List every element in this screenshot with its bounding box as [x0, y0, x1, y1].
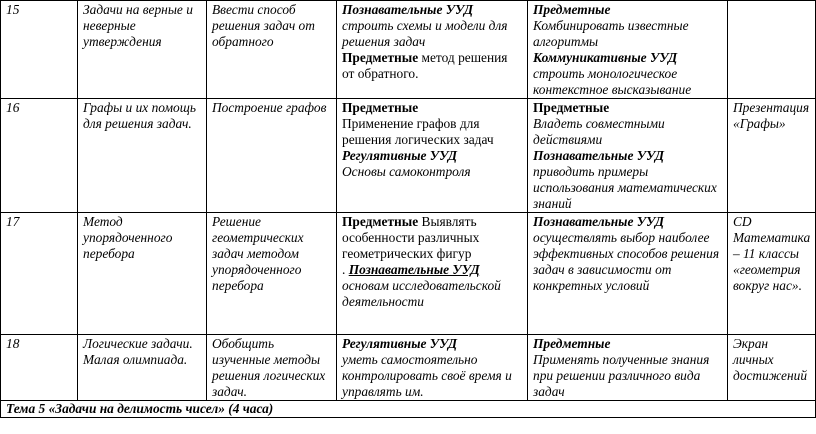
- outcome-heading: Предметные: [342, 50, 419, 65]
- lesson-resource: [728, 1, 816, 99]
- outcome-heading: Предметные: [342, 100, 419, 115]
- lesson-number: 15: [1, 1, 78, 99]
- lesson-topic: Метод упорядоченного перебора: [78, 213, 207, 335]
- outcome-text: строить схемы и модели для решения задач: [342, 18, 508, 49]
- skills-cell: [528, 335, 728, 401]
- lesson-topic: Логические задачи. Малая олимпиада.: [78, 335, 207, 401]
- skill-text: осуществлять выбор наиболее эффективных способов решения задач в зависимости от конкретных условий: [533, 230, 720, 293]
- lesson-number: 16: [1, 99, 78, 213]
- skill-text: приводить примеры использования математических знаний: [533, 164, 717, 211]
- lesson-activity: Построение графов: [207, 99, 337, 213]
- lesson-activity: Ввести способ решения задач от обратного: [207, 1, 337, 99]
- table-row: [1, 335, 816, 401]
- theme-row: [1, 401, 816, 418]
- lesson-topic: Задачи на верные и неверные утверждения: [78, 1, 207, 99]
- lesson-resource: CD Математика – 11 классы «геометрия вокруг нас».: [728, 213, 816, 335]
- skills-cell: [528, 213, 728, 335]
- outcome-text: Выявлять особенности различных геометрических фигур: [342, 214, 480, 261]
- lesson-activity: Решение геометрических задач методом упорядоченного перебора: [207, 213, 337, 335]
- outcome-punctuation: .: [342, 262, 349, 277]
- skills-cell: [528, 99, 728, 213]
- lesson-resource: Экран личных достижений: [728, 335, 816, 401]
- skill-text: строить монологическое контекстное высказывание: [533, 66, 692, 97]
- skill-heading: Познавательные УУД: [533, 214, 664, 229]
- skill-text: Владеть совместными действиями: [533, 116, 665, 147]
- skill-heading: Предметные: [533, 100, 610, 115]
- outcome-heading: Предметные: [342, 214, 419, 229]
- lesson-number: 18: [1, 335, 78, 401]
- table-row: [1, 1, 816, 99]
- outcome-text: уметь самостоятельно контролировать своё время и управлять им.: [342, 352, 512, 399]
- learning-outcomes-cell: [337, 335, 528, 401]
- outcome-text: метод решения от обратного.: [342, 50, 508, 81]
- learning-outcomes-cell: [337, 213, 528, 335]
- lesson-number: 17: [1, 213, 78, 335]
- section-theme-title: Тема 5 «Задачи на делимость чисел» (4 часа): [1, 401, 816, 418]
- skill-heading: Предметные: [533, 2, 611, 17]
- outcome-text: Основы самоконтроля: [342, 164, 471, 179]
- lesson-topic: Графы и их помощь для решения задач.: [78, 99, 207, 213]
- skills-cell: [528, 1, 728, 99]
- lesson-activity: Обобщить изученные методы решения логических задач.: [207, 335, 337, 401]
- outcome-text: основам исследовательской деятельности: [342, 278, 501, 309]
- skill-heading: Коммуникативные УУД: [533, 50, 678, 65]
- learning-outcomes-cell: [337, 99, 528, 213]
- outcome-heading: Познавательные УУД: [348, 262, 480, 277]
- table-row: [1, 213, 816, 335]
- skill-text: Комбинировать известные алгоритмы: [533, 18, 689, 49]
- learning-outcomes-cell: [337, 1, 528, 99]
- outcome-heading: Регулятивные УУД: [342, 148, 458, 163]
- skill-heading: Познавательные УУД: [533, 148, 664, 163]
- skill-text: Применять полученные знания при решении различного вида задач: [533, 352, 710, 399]
- outcome-heading: Регулятивные УУД: [342, 336, 458, 351]
- outcome-text: Применение графов для решения логических задач: [342, 116, 494, 147]
- lesson-resource: Презентация «Графы»: [728, 99, 816, 213]
- outcome-heading: Познавательные УУД: [342, 2, 473, 17]
- skill-heading: Предметные: [533, 336, 611, 351]
- table-row: [1, 99, 816, 213]
